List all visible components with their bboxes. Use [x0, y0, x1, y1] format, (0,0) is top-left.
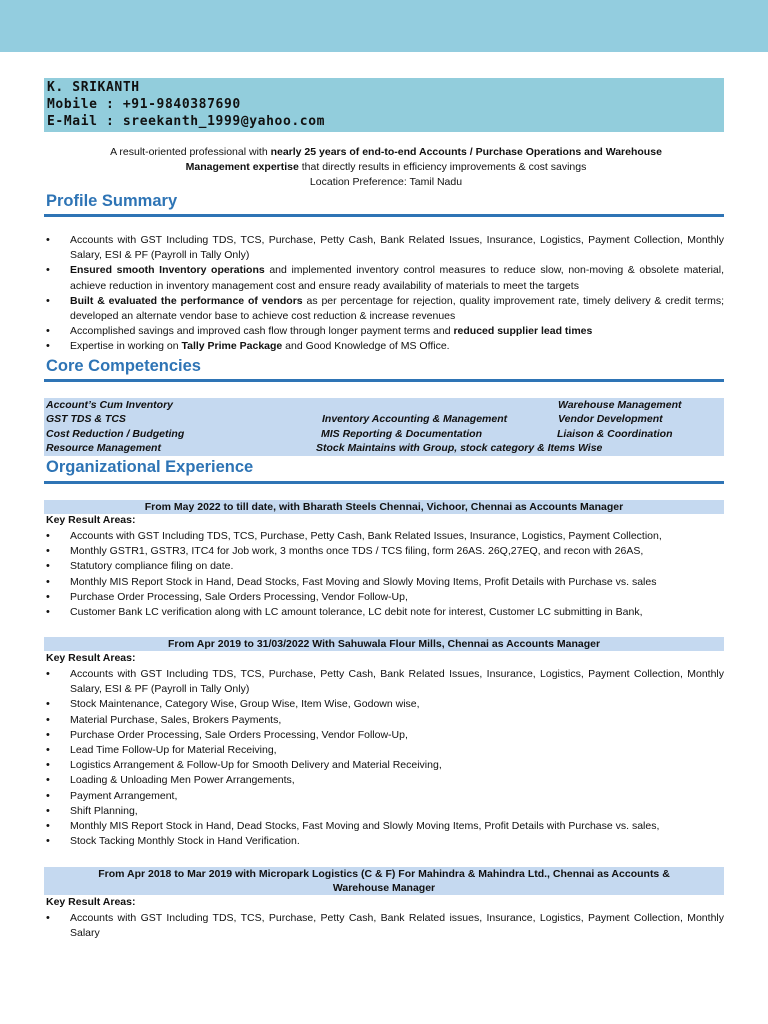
key-result-areas-label: Key Result Areas:	[46, 652, 136, 664]
list-item: • Monthly MIS Report Stock in Hand, Dead Stocks, Fast Moving and Slowly Moving Items, Profit Details with Purchase vs. sales,	[44, 819, 724, 834]
competency-item: Warehouse Management	[558, 399, 682, 411]
list-item-text: as per percentage for rejection, quality improvement rate, timely delivery & credit terms; developed an alternate vendor base to achieve cost reduction & increase revenues	[70, 294, 724, 323]
list-item	[44, 233, 724, 263]
section-divider	[44, 214, 724, 217]
competency-item: Resource Management	[46, 442, 161, 454]
intro-bold: nearly 25 years of end-to-end Accounts / Purchase Operations and Warehouse	[270, 146, 662, 158]
list-item: • Purchase Order Processing, Sale Orders Processing, Vendor Follow-Up,	[44, 728, 724, 743]
list-item-bold: Tally Prime Package	[181, 340, 283, 353]
competency-item: Stock Maintains with Group, stock category & Items Wise	[316, 442, 603, 454]
candidate-name: K. SRIKANTH	[47, 80, 140, 95]
job-3-list	[44, 911, 724, 941]
top-color-band	[0, 0, 768, 52]
list-item: • Customer Bank LC verification along with LC amount tolerance, LC debit note for interest, Customer LC submitting in Bank,	[44, 605, 724, 620]
email-address: E-Mail : sreekanth_1999@yahoo.com	[47, 114, 326, 129]
list-item-text: Expertise in working on	[70, 340, 182, 353]
section-divider	[44, 379, 724, 382]
list-item	[44, 339, 724, 354]
job-1-list	[44, 529, 724, 620]
competency-item: Account’s Cum Inventory	[46, 399, 173, 411]
intro-line-1	[44, 145, 728, 160]
job-heading: From May 2022 to till date, with Bharath Steels Chennai, Vichoor, Chennai as Accounts Manager	[44, 500, 724, 514]
list-item: • Accounts with GST Including TDS, TCS, Purchase, Petty Cash, Bank Related issues, Insurance, Logistics, Payment Collection, Monthly Salary	[44, 911, 724, 941]
list-item: • Accounts with GST Including TDS, TCS, Purchase, Petty Cash, Bank Related Issues, Insurance, Logistics, Payment Collection,	[44, 529, 724, 544]
list-item: • Material Purchase, Sales, Brokers Payments,	[44, 713, 724, 728]
competency-item: Inventory Accounting & Management	[322, 413, 508, 425]
list-item-text: and implemented inventory control measures to reduce slow, non-moving & obsolete material, achieve reduction in inventory management cost and ensure ready availability of materials to meet the targets	[70, 264, 724, 292]
intro-bold: Management expertise	[185, 161, 299, 173]
list-item: • Purchase Order Processing, Sale Orders Processing, Vendor Follow-Up,	[44, 590, 724, 605]
profile-summary-title: Profile Summary	[46, 192, 178, 210]
intro-text: A result-oriented professional with	[110, 146, 271, 158]
job-2-list	[44, 667, 724, 849]
competency-item: MIS Reporting & Documentation	[321, 428, 482, 440]
competencies-grid	[44, 398, 724, 456]
list-item-text: and Good Knowledge of MS Office.	[282, 340, 450, 353]
list-item: • Payment Arrangement,	[44, 789, 724, 804]
job-heading-line: From Apr 2018 to Mar 2019 with Micropark Logistics (C & F) For Mahindra & Mahindra Ltd., Chennai as Accounts &	[98, 868, 670, 880]
key-result-areas-label: Key Result Areas:	[46, 896, 136, 908]
list-item: • Monthly GSTR1, GSTR3, ITC4 for Job work, 3 months once TDS / TCS filing, form 26AS. 26Q,27EQ, and recon with 26AS,	[44, 544, 724, 559]
list-item-text: Accounts with GST Including TDS, TCS, Purchase, Petty Cash, Bank Related Issues, Insurance, Logistics, Payment Collection, Monthly Salary, ESI & PF (Payroll in Tally Only)	[70, 234, 724, 262]
competency-item: GST TDS & TCS	[46, 413, 126, 425]
list-item: • Lead Time Follow-Up for Material Receiving,	[44, 743, 724, 758]
list-item: • Accounts with GST Including TDS, TCS, Purchase, Petty Cash, Bank Related Issues, Insurance, Logistics, Payment Collection, Monthly Salary, ESI & PF (Payroll in Tally Only)	[44, 667, 724, 697]
list-item: • Logistics Arrangement & Follow-Up for Smooth Delivery and Material Receiving,	[44, 758, 724, 773]
key-result-areas-label: Key Result Areas:	[46, 514, 136, 526]
experience-title: Organizational Experience	[46, 458, 254, 476]
mobile-number: Mobile : +91-9840387690	[47, 97, 241, 112]
intro-line-2	[44, 160, 728, 175]
list-item: • Loading & Unloading Men Power Arrangements,	[44, 773, 724, 788]
list-item: • Statutory compliance filing on date.	[44, 559, 724, 574]
intro-summary	[44, 145, 728, 190]
location-preference: Location Preference: Tamil Nadu	[309, 176, 463, 188]
job-heading-line: Warehouse Manager	[332, 882, 436, 894]
list-item	[44, 294, 724, 324]
list-item-bold: reduced supplier lead times	[453, 325, 593, 338]
competency-item: Cost Reduction / Budgeting	[46, 428, 185, 440]
list-item: • Shift Planning,	[44, 804, 724, 819]
competency-item: Liaison & Coordination	[557, 428, 673, 440]
profile-summary-list	[44, 233, 724, 355]
section-divider	[44, 481, 724, 484]
list-item-bold: Ensured smooth Inventory operations	[70, 264, 265, 277]
core-competencies-title: Core Competencies	[46, 357, 201, 375]
intro-text: that directly results in efficiency improvements & cost savings	[298, 161, 587, 173]
list-item: • Monthly MIS Report Stock in Hand, Dead Stocks, Fast Moving and Slowly Moving Items, Profit Details with Purchase vs. sales	[44, 575, 724, 590]
list-item-bold: Built & evaluated the performance of vendors	[70, 294, 303, 307]
list-item-text: Accomplished savings and improved cash flow through longer payment terms and	[70, 325, 454, 338]
job-heading: From Apr 2019 to 31/03/2022 With Sahuwala Flour Mills, Chennai as Accounts Manager	[44, 637, 724, 651]
list-item	[44, 263, 724, 293]
contact-header	[44, 78, 724, 132]
list-item: • Stock Tacking Monthly Stock in Hand Verification.	[44, 834, 724, 849]
list-item: • Stock Maintenance, Category Wise, Group Wise, Item Wise, Godown wise,	[44, 697, 724, 712]
list-item	[44, 324, 724, 339]
job-heading	[44, 867, 724, 895]
competency-item: Vendor Development	[558, 413, 663, 425]
